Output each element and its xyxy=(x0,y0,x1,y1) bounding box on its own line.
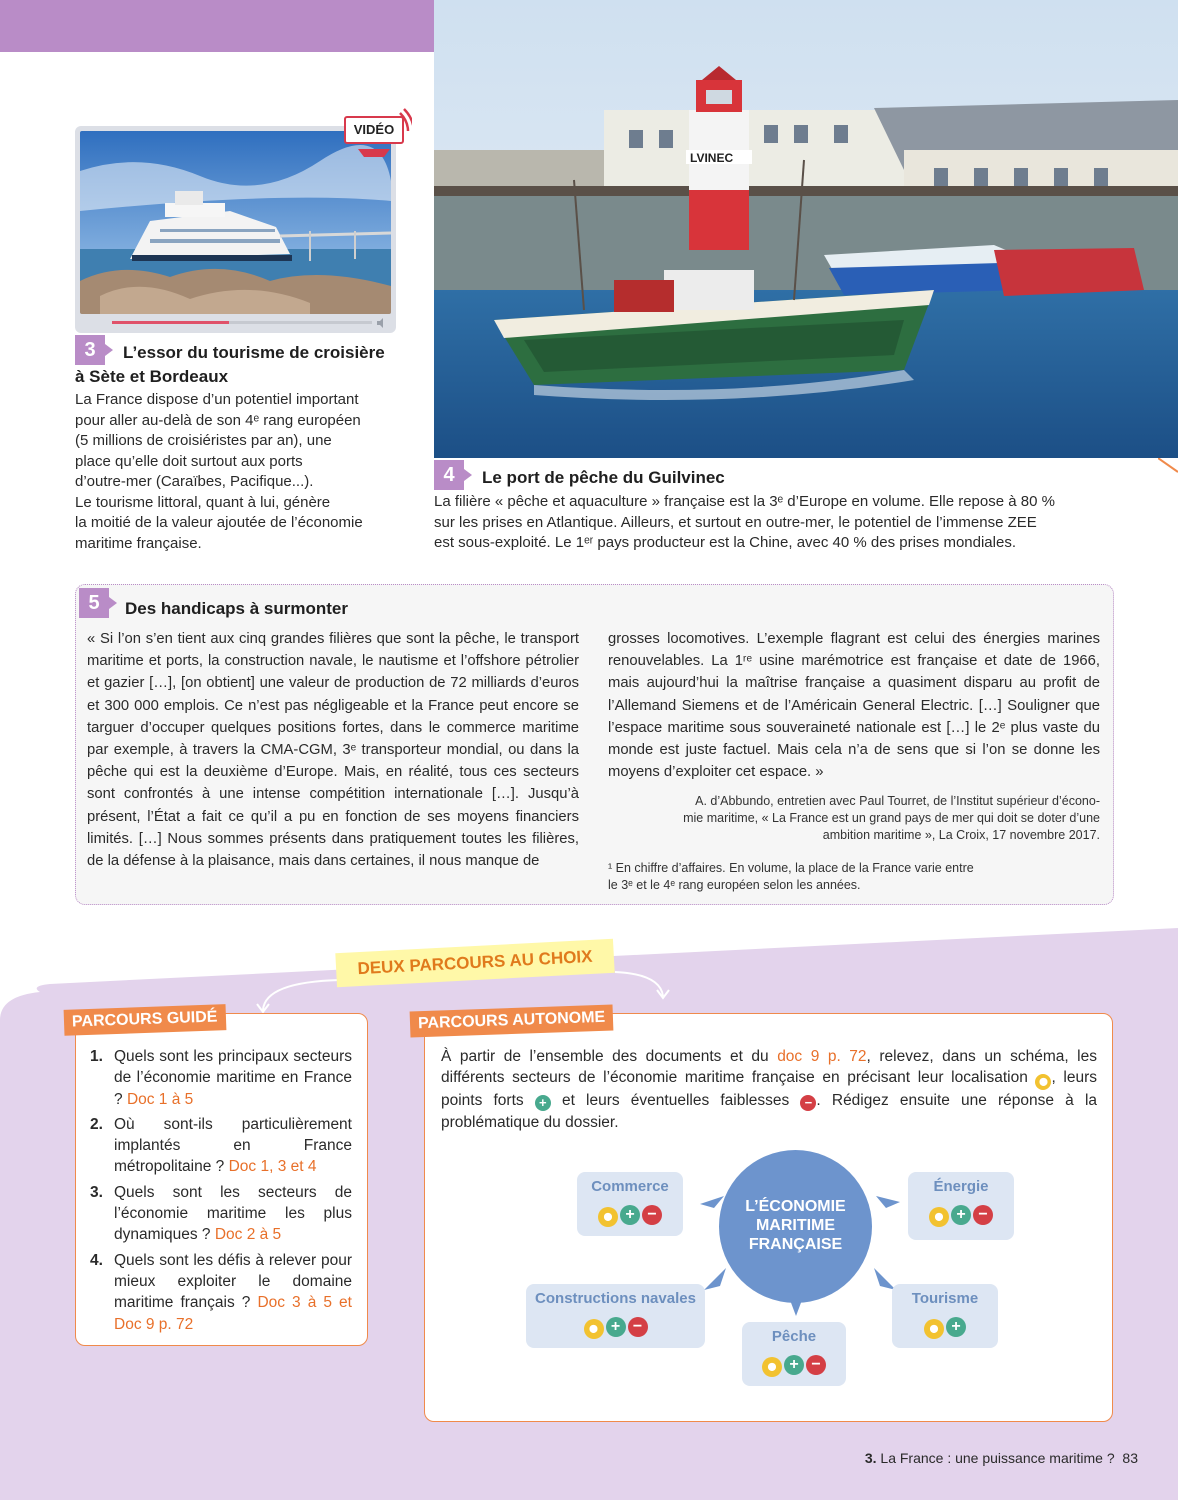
volume-icon[interactable] xyxy=(376,316,388,328)
doc-number-4: 4 xyxy=(434,460,464,490)
question-item xyxy=(90,1250,352,1335)
footnote-line: le 3ᵉ et le 4ᵉ rang européen selon les années. xyxy=(608,878,861,892)
sector-tourisme xyxy=(892,1284,998,1348)
instruction-ref: doc 9 p. 72 xyxy=(777,1048,867,1065)
plus-icon: + xyxy=(535,1095,551,1111)
doc3-title-line2: à Sète et Bordeaux xyxy=(75,367,229,386)
chapter-title: La France : une puissance maritime ? xyxy=(880,1450,1115,1466)
doc4-line: sur les prises en Atlantique. Ailleurs, et surtout en outre-mer, le potentiel de l’immense ZEE xyxy=(434,513,1037,531)
guided-questions xyxy=(90,1046,352,1339)
guilvinec-port-photo xyxy=(434,0,1178,458)
doc3-title-line1: L’essor du tourisme de croisière xyxy=(123,343,385,362)
corner-decoration xyxy=(1158,458,1178,474)
question-body: Où sont-ils particulièrement implantés en France métropolitaine ? xyxy=(114,1115,352,1176)
plus-icon: + xyxy=(946,1317,966,1337)
sector-label: Énergie xyxy=(933,1178,989,1195)
question-body: Quels sont les secteurs de l’économie maritime les plus dynamiques ? xyxy=(114,1183,352,1244)
source-line: A. d’Abbundo, entretien avec Paul Tourret, de l’Institut supérieur d’écono- xyxy=(695,794,1100,808)
video-progress-bar[interactable] xyxy=(112,321,372,324)
location-pin-icon: ⬤ xyxy=(1035,1074,1051,1090)
doc3-text xyxy=(75,390,405,554)
source-line: mie maritime, « La France est un grand pays de mer qui doit se doter d’une xyxy=(683,811,1100,825)
doc3-line: d’outre-mer (Caraïbes, Pacifique...). xyxy=(75,473,314,490)
minus-icon: − xyxy=(806,1355,826,1375)
question-body: Quels sont les défis à relever pour mieux exploiter le domaine maritime français ? xyxy=(114,1251,352,1312)
question-ref: Doc 3 à 5 et Doc 9 p. 72 xyxy=(114,1294,352,1333)
instruction-text: À partir de l’ensemble des documents et du xyxy=(441,1048,769,1065)
sector-symbols xyxy=(742,1354,846,1377)
location-pin-icon: ⬤ xyxy=(762,1357,782,1377)
doc3-line: La France dispose d’un potentiel important xyxy=(75,391,359,408)
sector-label: Commerce xyxy=(591,1178,669,1195)
minus-icon: − xyxy=(642,1205,662,1225)
sector-label: Constructions navales xyxy=(535,1290,696,1307)
plus-icon: + xyxy=(606,1317,626,1337)
sector-symbols xyxy=(908,1204,1014,1227)
diagram-center xyxy=(719,1150,872,1303)
question-item xyxy=(90,1114,352,1178)
autonomous-tab: PARCOURS AUTONOME xyxy=(410,1004,614,1037)
center-line: MARITIME xyxy=(755,1217,836,1234)
doc-number-5: 5 xyxy=(79,588,109,618)
autonomous-instructions xyxy=(441,1046,1097,1133)
location-pin-icon: ⬤ xyxy=(929,1207,949,1227)
doc5-source xyxy=(608,793,1100,844)
doc4-line: est sous-exploité. Le 1ᵉʳ pays producteur est la Chine, avec 40 % des prises mondiales. xyxy=(434,534,1016,551)
instruction-text: et leurs éventuelles faiblesses xyxy=(561,1092,790,1110)
location-pin-icon: ⬤ xyxy=(924,1319,944,1339)
doc5-footnote xyxy=(608,860,1100,894)
doc4-text xyxy=(434,492,1134,554)
sector-label: Pêche xyxy=(771,1328,817,1345)
question-number: 3. xyxy=(90,1183,103,1201)
question-text xyxy=(114,1250,352,1335)
instruction-text: , relevez, dans un schéma, les différents secteurs de l’économie maritime française en précisant leur localisation xyxy=(441,1048,1097,1087)
question-item xyxy=(90,1182,352,1246)
question-item xyxy=(90,1046,352,1110)
question-number: 2. xyxy=(90,1115,103,1133)
sector-constructions-navales xyxy=(526,1284,705,1348)
doc4-title: Le port de pêche du Guilvinec xyxy=(482,468,725,487)
cruise-ship-image xyxy=(80,131,391,314)
question-number: 1. xyxy=(90,1048,103,1065)
center-line: L’ÉCONOMIE xyxy=(745,1198,846,1215)
cruise-ship-thumbnail[interactable] xyxy=(80,131,391,314)
footnote-line: ¹ En chiffre d’affaires. En volume, la place de la France varie entre xyxy=(608,861,974,875)
lighthouse-text: LVINEC xyxy=(690,151,734,165)
guided-tab: PARCOURS GUIDÉ xyxy=(64,1004,226,1036)
doc-number-3: 3 xyxy=(75,335,105,365)
doc4-line: La filière « pêche et aquaculture » française est la 3ᵉ d’Europe en volume. Elle repose à 80 % xyxy=(434,493,1055,510)
doc5-column-2: grosses locomotives. L’exemple flagrant est celui des énergies marines renouvelables. La 1ʳᵉ usine marémotrice est française et date de 1966, mais aujourd’hui la maîtrise française a quasiment disparu au profit de l’Allemand Siemens et de l’Américain General Electric. […] Souligner que l’espace maritime sous souveraineté nationale est […] le 2ᵉ plus vaste du monde est juste factuel. Mais cela n’a de sens que si l’on se donne les moyens d’exploiter cet espace. » xyxy=(608,631,1100,781)
sector-energie xyxy=(908,1172,1014,1240)
question-body: Quels sont les principaux secteurs de l’économie maritime en France ? xyxy=(114,1048,352,1108)
doc3-line: (5 millions de croisiéristes par an), une xyxy=(75,432,332,449)
sector-label: Tourisme xyxy=(911,1290,979,1307)
sector-commerce xyxy=(577,1172,683,1236)
question-number: 4. xyxy=(90,1251,103,1269)
doc3-line: la moitié de la valeur ajoutée de l’économie xyxy=(75,514,363,531)
page-number: 83 xyxy=(1122,1450,1138,1466)
instruction-text: , leurs points forts xyxy=(441,1069,1097,1110)
question-text xyxy=(114,1046,352,1110)
chapter-number: 3. xyxy=(864,1450,877,1466)
location-pin-icon: ⬤ xyxy=(598,1207,618,1227)
doc5-title: Des handicaps à surmonter xyxy=(125,599,348,618)
doc5-column-1: « Si l’on s’en tient aux cinq grandes filières que sont la pêche, le transport maritime et ports, la construction navale, le nautisme et l’offshore pétrolier et gazier […], [on obtient] une valeur de production de 72 milliards d’euros et 300 000 emplois. Ce n’est pas négligeable et la France peut encore se targuer d’occuper quelques positions fortes, dans le commerce maritime par exemple, à travers la CMA-CGM, 3ᵉ transporteur mondial, ou dans la pêche qui est la deuxième d’Europe. Mais, en réalité, tous ces secteurs sont confrontés à une intense compétition internationale […]. Jusqu’à présent, l’État a fait ce qu’il a pu en fonction de ses moyens financiers limités. […] Nous sommes présents dans pratiquement toutes les filières, de la défense à la plaisance, mais dans certaines, il nous manque de xyxy=(87,631,579,870)
question-text xyxy=(114,1114,352,1178)
minus-icon: − xyxy=(800,1095,816,1111)
video-player[interactable] xyxy=(75,126,396,333)
location-pin-icon: ⬤ xyxy=(584,1319,604,1339)
plus-icon: + xyxy=(620,1205,640,1225)
doc3-line: maritime française. xyxy=(75,534,202,552)
doc3-line: place qu’elle doit surtout aux ports xyxy=(75,452,303,470)
minus-icon: − xyxy=(628,1317,648,1337)
sector-peche xyxy=(742,1322,846,1386)
question-ref: Doc 1, 3 et 4 xyxy=(228,1158,317,1176)
video-label: VIDÉO xyxy=(344,116,404,144)
sector-symbols xyxy=(892,1316,998,1339)
page-footer xyxy=(865,1450,1138,1466)
sector-symbols xyxy=(577,1204,683,1227)
sector-symbols xyxy=(526,1316,705,1339)
instruction-text: . Rédigez ensuite une réponse à la problématique du dossier. xyxy=(441,1092,1098,1131)
doc3-line: Le tourisme littoral, quant à lui, génère xyxy=(75,493,331,511)
source-line: ambition maritime », La Croix, 17 novembre 2017. xyxy=(822,828,1100,842)
minus-icon: − xyxy=(973,1205,993,1225)
choice-banner: DEUX PARCOURS AU CHOIX xyxy=(335,939,614,988)
question-ref: Doc 1 à 5 xyxy=(126,1090,194,1108)
top-color-bar xyxy=(0,0,434,52)
doc3-line: pour aller au-delà de son 4ᵉ rang européen xyxy=(75,411,361,429)
question-ref: Doc 2 à 5 xyxy=(214,1226,282,1244)
plus-icon: + xyxy=(784,1355,804,1375)
plus-icon: + xyxy=(951,1205,971,1225)
center-line: FRANÇAISE xyxy=(748,1236,843,1253)
question-text xyxy=(114,1182,352,1246)
